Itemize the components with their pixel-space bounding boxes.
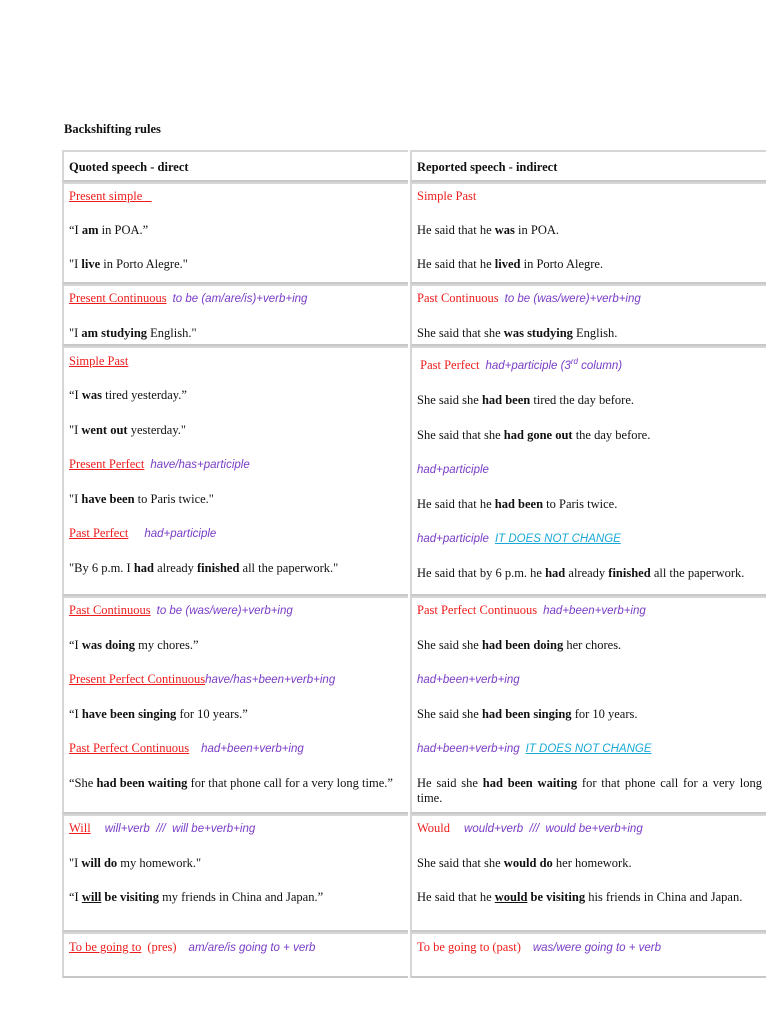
example-sentence: He said she had been waiting for that phone call for a very long time. <box>417 776 762 805</box>
indirect-cell <box>410 346 766 596</box>
indirect-cell <box>410 284 766 346</box>
no-change-note: IT DOES NOT CHANGE <box>525 743 652 755</box>
formula: had+participle <box>144 528 217 540</box>
formula: to be (was/were)+verb+ing <box>156 605 293 617</box>
tense-label: Present simple <box>69 189 152 203</box>
tense-label: Present Perfect <box>69 457 145 471</box>
formula: had+been+verb+ing <box>417 743 520 755</box>
formula: to be (am/are/is)+verb+ing <box>172 293 308 305</box>
formula: had+participle <box>417 463 489 476</box>
example-sentence: She said she had been doing her chores. <box>417 638 622 652</box>
backshifting-table <box>62 150 768 978</box>
header-direct: Quoted speech - direct <box>62 150 408 182</box>
formula: to be (was/were)+verb+ing <box>504 293 641 305</box>
formula: was/were going to + verb <box>532 942 662 954</box>
tense-label: To be going to <box>69 940 142 954</box>
formula: have/has+been+verb+ing <box>205 674 336 686</box>
header-indirect: Reported speech - indirect <box>410 150 766 182</box>
example-sentence: He said that he was in POA. <box>417 223 560 237</box>
example-sentence: She said that she would do her homework. <box>417 856 632 870</box>
formula: would+verb /// would be+verb+ing <box>464 823 643 835</box>
formula: am/are/is going to + verb <box>188 942 316 954</box>
example-sentence: She said she had been tired the day before. <box>417 392 634 407</box>
formula: had+participle <box>417 532 489 545</box>
tense-label: Past Continuous <box>417 291 499 305</box>
no-change-note: IT DOES NOT CHANGE <box>494 532 621 545</box>
example-sentence: “I will be visiting my friends in China and Japan.” <box>69 890 324 904</box>
table-row <box>62 814 768 932</box>
direct-cell <box>62 284 408 346</box>
example-sentence: She said she had been singing for 10 years. <box>417 707 638 721</box>
example-sentence: "I am studying English." <box>69 326 197 340</box>
page-title: Backshifting rules <box>64 122 161 136</box>
example-sentence: “I have been singing for 10 years.” <box>69 707 248 721</box>
example-sentence: “She had been waiting for that phone call for a very long time.” <box>69 776 393 790</box>
tense-label: Simple Past <box>417 189 477 203</box>
example-sentence: He said that he lived in Porto Alegre. <box>417 257 604 271</box>
tense-label: Present Continuous <box>69 291 167 305</box>
table-row <box>62 346 768 596</box>
formula: had+been+verb+ing <box>417 674 520 686</box>
example-sentence: “I was doing my chores.” <box>69 638 199 652</box>
example-sentence: “I am in POA.” <box>69 223 149 237</box>
example-sentence: "I went out yesterday." <box>69 423 187 437</box>
indirect-cell: To be going to (past) was/were going to + verb <box>410 932 766 978</box>
table-header-row <box>62 150 768 182</box>
example-sentence: She said that she had gone out the day before. <box>417 427 651 442</box>
tense-label: Would <box>417 821 451 835</box>
table-row <box>62 182 768 284</box>
formula: have/has+participle <box>150 459 250 471</box>
example-sentence: He said that he would be visiting his friends in China and Japan. <box>417 890 743 904</box>
tense-label: Past Perfect <box>69 526 129 540</box>
direct-cell <box>62 814 408 932</box>
formula: had+been+verb+ing <box>201 743 304 755</box>
example-sentence: He said that by 6 p.m. he had already finished all the paperwork. <box>417 565 745 580</box>
formula: had+been+verb+ing <box>543 605 646 617</box>
tense-label: Present Perfect Continuous <box>69 672 206 686</box>
direct-cell <box>62 596 408 814</box>
indirect-cell <box>410 596 766 814</box>
example-sentence: She said that she was studying English. <box>417 326 618 340</box>
indirect-cell <box>410 814 766 932</box>
tense-label: Past Perfect Continuous <box>417 603 538 617</box>
table-row <box>62 596 768 814</box>
tense-label: Past Perfect <box>420 357 480 372</box>
table-row <box>62 932 768 978</box>
direct-cell <box>62 346 408 596</box>
example-sentence: He said that he had been to Paris twice. <box>417 496 618 511</box>
direct-cell: To be going to (pres) am/are/is going to + verb <box>62 932 408 978</box>
tense-label: Past Perfect Continuous <box>69 741 190 755</box>
indirect-cell <box>410 182 766 284</box>
table-row <box>62 284 768 346</box>
example-sentence: "I will do my homework." <box>69 856 202 870</box>
direct-cell <box>62 182 408 284</box>
tense-label: Past Continuous <box>69 603 151 617</box>
formula: will+verb /// will be+verb+ing <box>104 823 256 835</box>
example-sentence: "I have been to Paris twice." <box>69 492 214 506</box>
example-sentence: "By 6 p.m. I had already finished all the paperwork." <box>69 561 339 575</box>
example-sentence: "I live in Porto Alegre." <box>69 257 188 271</box>
formula: had+participle (3rd column) <box>485 357 623 372</box>
tense-label: To be going to <box>417 940 490 954</box>
tense-label: Will <box>69 821 91 835</box>
example-sentence: “I was tired yesterday.” <box>69 388 187 402</box>
tense-label: Simple Past <box>69 354 129 368</box>
